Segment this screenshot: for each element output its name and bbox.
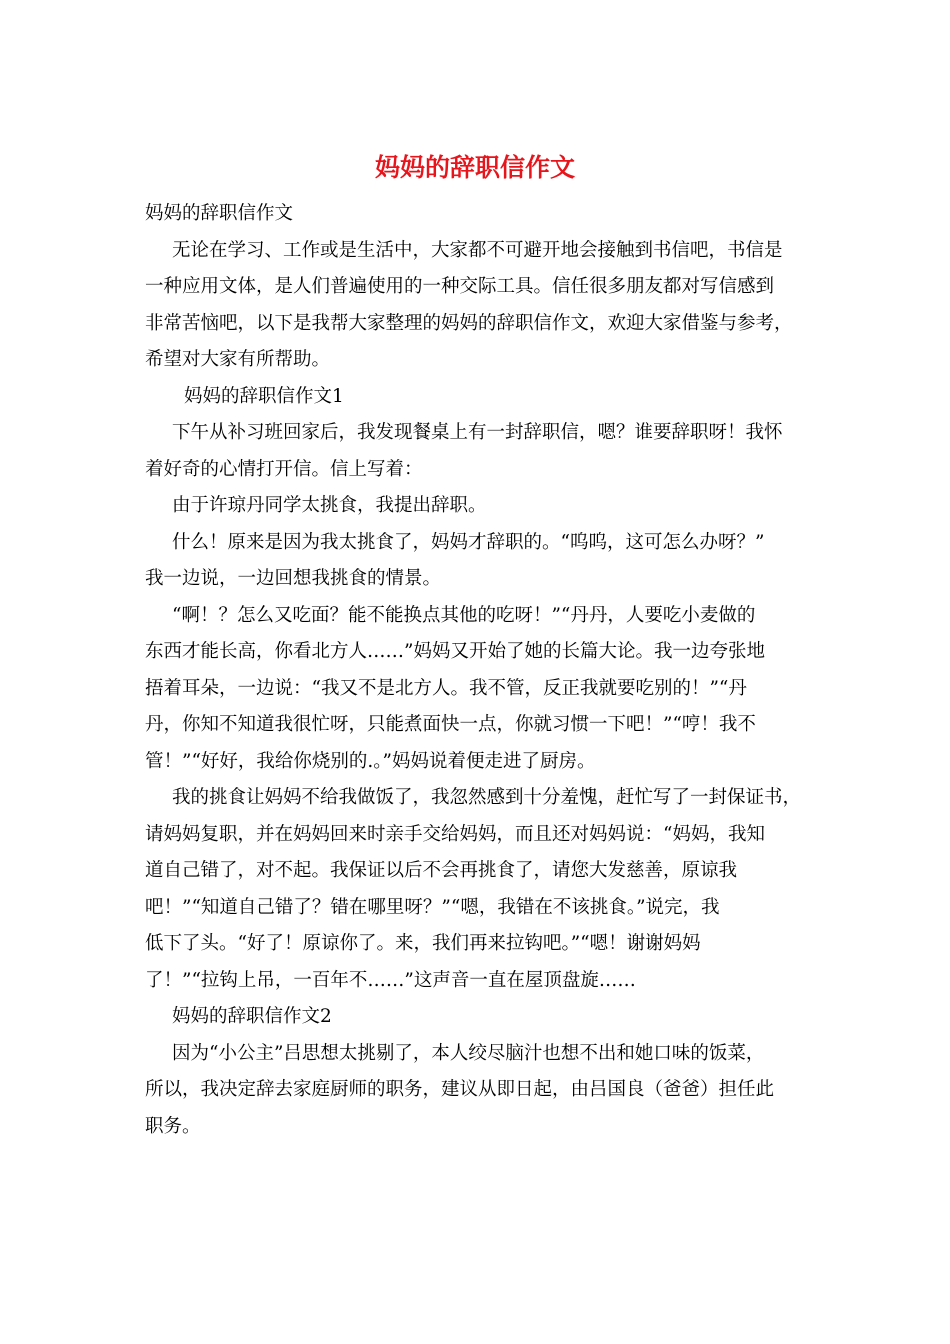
body-line: 东西才能长高，你看北方人……”妈妈又开始了她的长篇大论。我一边夸张地 xyxy=(145,641,765,662)
body-line: 职务。 xyxy=(145,1115,201,1137)
body-line: “啊！？怎么又吃面？能不能换点其他的吃呀！”“丹丹，人要吃小麦做的 xyxy=(172,604,756,626)
document-title: 妈妈的辞职信作文 xyxy=(374,153,575,182)
body-line: 什么！原来是因为我太挑食了，妈妈才辞职的。“呜呜，这可怎么办呀？” xyxy=(172,531,765,553)
body-line: 我一边说，一边回想我挑食的情景。 xyxy=(145,568,442,589)
body-line: 我的挑食让妈妈不给我做饭了，我忽然感到十分羞愧，赶忙写了一封保证书， xyxy=(172,787,802,808)
body-line: 捂着耳朵，一边说：“我又不是北方人。我不管，反正我就要吃别的！”“丹 xyxy=(145,677,747,699)
body-line: 道自己错了，对不起。我保证以后不会再挑食了，请您大发慈善，原谅我 xyxy=(145,860,738,881)
body-line: 所以，我决定辞去家庭厨师的职务，建议从即日起，由吕国良（爸爸）担任此 xyxy=(145,1079,775,1100)
section-heading-2: 妈妈的辞职信作文2 xyxy=(172,1006,332,1027)
body-line: 管！”“好好，我给你烧别的.。”妈妈说着便走进了厨房。 xyxy=(145,750,596,772)
body-line: 希望对大家有所帮助。 xyxy=(145,349,331,370)
body-line: 下午从补习班回家后，我发现餐桌上有一封辞职信，嗯？谁要辞职呀！我怀 xyxy=(172,422,783,443)
body-line: 请妈妈复职，并在妈妈回来时亲手交给妈妈，而且还对妈妈说：“妈妈，我知 xyxy=(145,823,765,845)
body-line: 一种应用文体，是人们普遍使用的一种交际工具。信任很多朋友都对写信感到 xyxy=(145,276,775,297)
body-line: 了！”“拉钩上吊，一百年不……”这声音一直在屋顶盘旋…… xyxy=(145,969,636,991)
body-line: 丹，你知不知道我很忙呀，只能煮面快一点，你就习惯一下吧！”“哼！我不 xyxy=(145,714,756,735)
section-heading-1: 妈妈的辞职信作文1 xyxy=(184,385,344,407)
body-line: 无论在学习、工作或是生活中，大家都不可避开地会接触到书信吧，书信是 xyxy=(172,239,783,261)
body-line: 低下了头。“好了！原谅你了。来，我们再来拉钩吧。”“嗯！谢谢妈妈 xyxy=(145,933,701,954)
body-line: 由于许琼丹同学太挑食，我提出辞职。 xyxy=(172,495,487,516)
body-line: 非常苦恼吧，以下是我帮大家整理的妈妈的辞职信作文，欢迎大家借鉴与参考， xyxy=(145,312,793,334)
body-line: 着好奇的心情打开信。信上写着： xyxy=(145,458,423,480)
document-body xyxy=(145,196,815,1145)
body-line-subtitle: 妈妈的辞职信作文 xyxy=(145,203,294,224)
body-line: 因为“小公主”吕思想太挑剔了，本人绞尽脑汁也想不出和她口味的饭菜， xyxy=(172,1042,765,1064)
body-line: 吧！”“知道自己错了？错在哪里呀？”“嗯，我错在不该挑食。”说完，我 xyxy=(145,896,720,918)
